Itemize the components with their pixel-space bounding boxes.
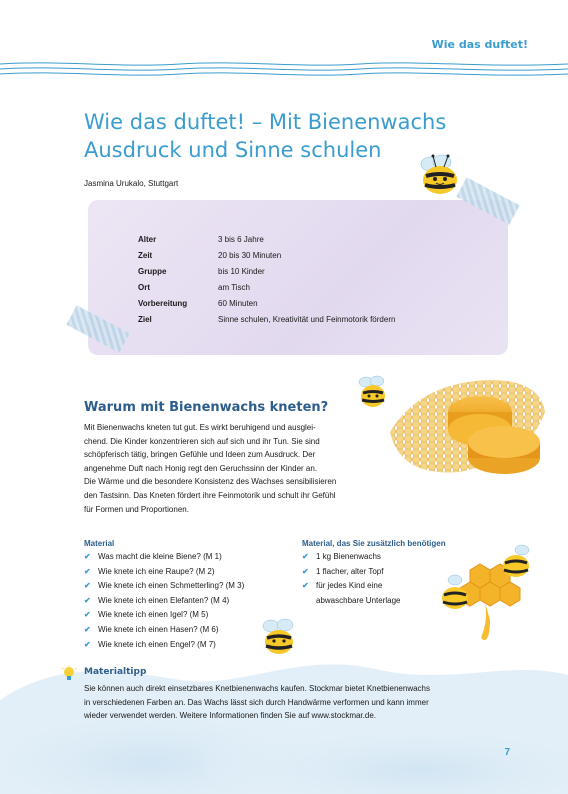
text-line: Sie können auch direkt einsetzbares Knetbienenwachs kaufen. Stockmar bietet Knetbienenwachs — [84, 684, 430, 693]
material-list — [84, 537, 284, 652]
beeswax-honeycomb-image — [380, 372, 550, 497]
article-title-line1: Wie das duftet! – Mit Bienenwachs — [84, 110, 447, 134]
text-line: in verschiedenen Farben an. Das Wachs lässt sich durch Handwärme verformen und kann immer — [84, 697, 429, 707]
lightbulb-icon — [61, 665, 77, 683]
tip-body-text — [84, 682, 514, 723]
bee-illustration — [255, 615, 303, 659]
list-item-continuation: abwaschbare Unterlage — [316, 595, 401, 605]
info-row — [138, 232, 395, 248]
list-item-text: Wie knete ich einen Hasen? (M 6) — [98, 624, 219, 634]
list-item-text: 1 kg Bienenwachs — [316, 552, 381, 561]
text-line: angenehme Duft nach Honig regt den Geruchssinn der Kinder an. — [84, 463, 318, 473]
list-item — [84, 565, 284, 580]
running-header: Wie das duftet! — [431, 38, 528, 51]
author: Jasmina Urukalo, Stuttgart — [84, 179, 179, 188]
bees-honeycomb-illustration — [430, 540, 540, 645]
list-item — [84, 550, 284, 565]
list-item-text: Was macht die kleine Biene? (M 1) — [98, 552, 222, 561]
section-body-text — [84, 421, 384, 516]
list-item — [84, 623, 284, 638]
checkmark-icon: ✔ — [84, 610, 91, 620]
info-label: Ort — [138, 283, 150, 292]
info-label: Zeit — [138, 251, 153, 260]
material-heading: Material — [84, 539, 115, 548]
list-item-text: Wie knete ich einen Igel? (M 5) — [98, 610, 209, 620]
list-item — [84, 594, 284, 609]
text-line: für Formen und Proportionen. — [84, 504, 189, 514]
checkmark-icon: ✔ — [302, 581, 309, 591]
info-row — [138, 296, 395, 312]
list-item-text: Wie knete ich einen Engel? (M 7) — [98, 639, 216, 649]
bee-illustration — [410, 150, 465, 200]
checkmark-icon: ✔ — [84, 581, 91, 591]
list-item — [84, 579, 284, 594]
checkmark-icon: ✔ — [84, 595, 91, 605]
tip-heading: Materialtipp — [84, 667, 147, 677]
list-item — [84, 638, 284, 653]
info-row — [138, 280, 395, 296]
section-heading: Warum mit Bienenwachs kneten? — [84, 400, 329, 415]
list-item — [84, 608, 284, 623]
info-row — [138, 312, 395, 328]
text-line: Die Wärme und die besondere Konsistenz des Wachses sensibilisieren — [84, 477, 337, 487]
list-item-text: für jedes Kind eine — [316, 581, 383, 591]
checkmark-icon: ✔ — [302, 552, 309, 561]
list-item-text: Wie knete ich eine Raupe? (M 2) — [98, 566, 215, 576]
list-item-text: Wie knete ich einen Schmetterling? (M 3) — [98, 581, 245, 591]
info-label: Ziel — [138, 315, 152, 324]
info-label: Vorbereitung — [138, 299, 188, 308]
info-table — [138, 232, 395, 328]
info-label: Gruppe — [138, 267, 167, 276]
header-wave-lines — [0, 58, 568, 82]
checkmark-icon: ✔ — [84, 566, 91, 576]
page-number: 7 — [504, 747, 510, 758]
info-row — [138, 248, 395, 264]
text-line: chend. Die Kinder konzentrieren sich auf sich und ihr Tun. Sie sind — [84, 436, 320, 446]
checkmark-icon: ✔ — [84, 639, 91, 649]
extra-material-heading: Material, das Sie zusätzlich benötigen — [302, 539, 446, 548]
checkmark-icon: ✔ — [84, 552, 91, 561]
text-line: wieder verwendet werden. Weitere Informationen finden Sie auf www.stockmar.de. — [84, 711, 376, 721]
list-item-text: 1 flacher, alter Topf — [316, 566, 384, 576]
text-line: den Tastsinn. Das Kneten fördert ihre Feinmotorik und schult ihr Gefühl — [84, 490, 336, 500]
text-line: Mit Bienenwachs kneten tut gut. Es wirkt beruhigend und ausglei- — [84, 423, 316, 432]
info-row — [138, 264, 395, 280]
info-value: am Tisch — [218, 283, 251, 292]
checkmark-icon: ✔ — [302, 566, 309, 576]
info-value: bis 10 Kinder — [218, 267, 265, 276]
info-value: 60 Minuten — [218, 299, 258, 308]
info-label: Alter — [138, 235, 157, 244]
article-title-line2: Ausdruck und Sinne schulen — [84, 138, 382, 162]
text-line: schöpferisch tätig, bringen Gefühle und Ideen zum Ausdruck. Der — [84, 450, 316, 460]
info-value: 3 bis 6 Jahre — [218, 235, 264, 244]
checkmark-icon: ✔ — [84, 624, 91, 634]
info-value: 20 bis 30 Minuten — [218, 251, 282, 260]
list-item-text: Wie knete ich einen Elefanten? (M 4) — [98, 595, 230, 605]
info-box — [88, 200, 508, 355]
info-value: Sinne schulen, Kreativität und Feinmotorik fördern — [218, 315, 396, 324]
